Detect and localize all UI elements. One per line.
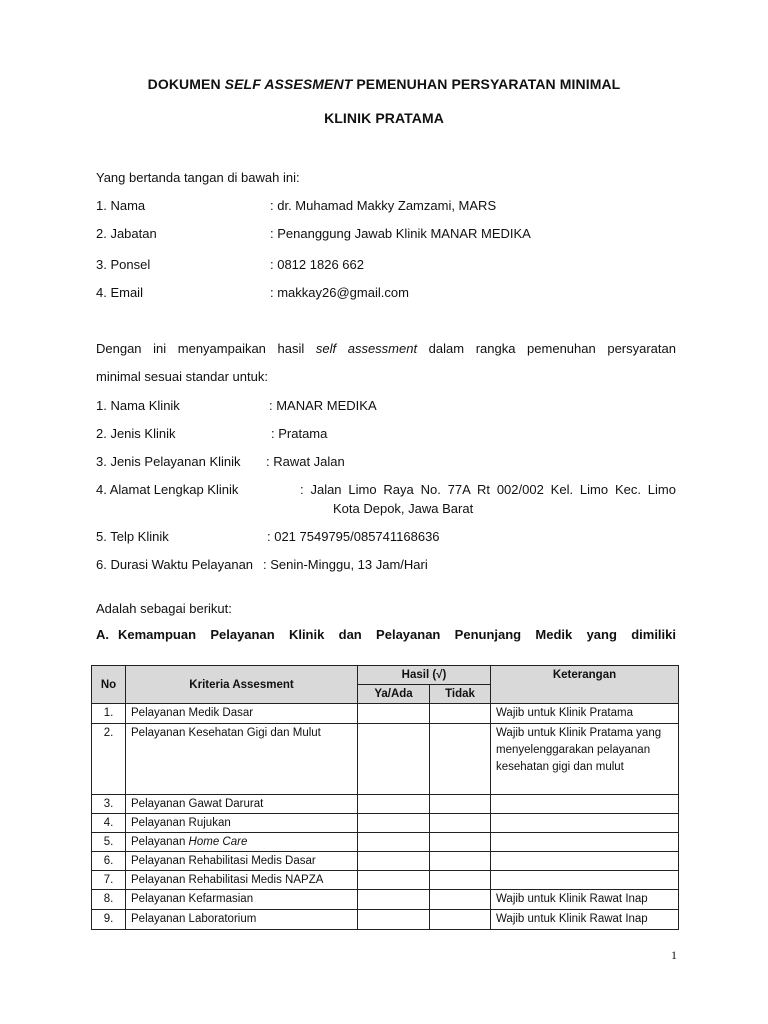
cell-tidak[interactable] [430,795,491,814]
cell-tidak[interactable] [430,833,491,852]
cell-ya[interactable] [358,795,430,814]
statement-line1: Dengan ini menyampaikan hasil self assessment dalam rangka pemenuhan persyaratan [96,341,676,356]
signer-intro: Yang bertanda tangan di bawah ini: [96,170,300,185]
cell-ya[interactable] [358,852,430,871]
table-row: 8. Pelayanan Kefarmasian Wajib untuk Klinik Rawat Inap [92,890,679,910]
table-row: 9. Pelayanan Laboratorium Wajib untuk Klinik Rawat Inap [92,910,679,930]
table-row: 1. Pelayanan Medik Dasar Wajib untuk Klinik Pratama [92,704,679,724]
table-row: 2. Pelayanan Kesehatan Gigi dan Mulut Wajib untuk Klinik Pratama yang menyelenggarakan pelayanan kesehatan gigi dan mulut [92,724,679,795]
page-number: 1 [671,948,677,962]
header-tidak: Tidak [430,685,491,704]
adalah-text: Adalah sebagai berikut: [96,601,232,616]
cell-ya[interactable] [358,871,430,890]
cell-ya[interactable] [358,910,430,930]
table-row: 7. Pelayanan Rehabilitasi Medis NAPZA [92,871,679,890]
cell-tidak[interactable] [430,814,491,833]
cell-tidak[interactable] [430,871,491,890]
cell-ya[interactable] [358,814,430,833]
cell-tidak[interactable] [430,910,491,930]
header-no: No [92,666,126,704]
table-row: 5. Pelayanan Home Care [92,833,679,852]
table-row: 6. Pelayanan Rehabilitasi Medis Dasar [92,852,679,871]
header-ya: Ya/Ada [358,685,430,704]
assessment-table [91,665,679,930]
title-italic-term: SELF ASSESMENT [224,76,353,92]
table-row: 3. Pelayanan Gawat Darurat [92,795,679,814]
cell-tidak[interactable] [430,852,491,871]
document-title-line2: KLINIK PRATAMA [324,110,444,126]
cell-tidak[interactable] [430,704,491,724]
cell-ya[interactable] [358,890,430,910]
cell-ya[interactable] [358,833,430,852]
cell-tidak[interactable] [430,890,491,910]
header-kriteria: Kriteria Assesment [126,666,358,704]
header-hasil: Hasil (√) [358,666,491,685]
statement-line2: minimal sesuai standar untuk: [96,369,268,384]
header-keterangan: Keterangan [491,666,679,704]
cell-ya[interactable] [358,724,430,795]
document-page: DOKUMEN SELF ASSESMENT PEMENUHAN PERSYARATAN MINIMAL KLINIK PRATAMA Yang bertanda tangan di bawah ini: 1. Nama : dr. Muhamad Makky Zamzami, MARS 2. Jabatan : Penanggung Jawab Klinik MANAR MEDIKA 3. Ponsel : 0812 1826 662 4. Email : makkay26@gmail.com Dengan ini menyampaikan hasil self assessment dalam rangka pemenuhan persyaratan minimal sesuai standar untuk: 1. Nama Klinik : MANAR MEDIKA 2. Jenis Klinik : Pratama 3. Jenis Pelayanan Klinik : Rawat Jalan 4. Alamat Lengkap Klinik : Jalan Limo Raya No. 77A Rt 002/002 Kel. Limo Kec. Limo Kota Depok, Jawa Barat 5. Telp Klinik : 021 7549795/085741168636 6. Durasi Waktu Pelayanan : Senin-Minggu, 13 Jam/Hari Adalah sebagai berikut: A. Kemampuan Pelayanan Klinik dan Pelayanan Penunjang Medik yang dimiliki No Kriteria Assesment Hasil (√) Keterangan Ya/Ada Tidak 1. Pelayanan Medik Dasar Wajib untuk Klinik Pratama 2. Pelayanan Kesehatan Gigi dan Mulut Wajib untuk Klinik Pratama yang menyelenggarakan pelayanan kesehatan gigi dan mulut 3. Pelayanan Gawat Darurat 4. Pelayanan Rujukan 5. Pelayanan Home Care 6. Pelayanan Rehabilitasi Medis Dasar 7. Pelayanan Rehabilitasi Medis NAPZA 8. Pelayanan Kefarmasian Wajib untuk Klinik Rawat Inap 9. Pelayanan Laboratorium Wajib untuk Klinik Rawat Inap 1 [0,0,768,1024]
table-row: 4. Pelayanan Rujukan [92,814,679,833]
cell-tidak[interactable] [430,724,491,795]
cell-ya[interactable] [358,704,430,724]
document-title-line1: DOKUMEN SELF ASSESMENT PEMENUHAN PERSYARATAN MINIMAL [147,76,621,92]
